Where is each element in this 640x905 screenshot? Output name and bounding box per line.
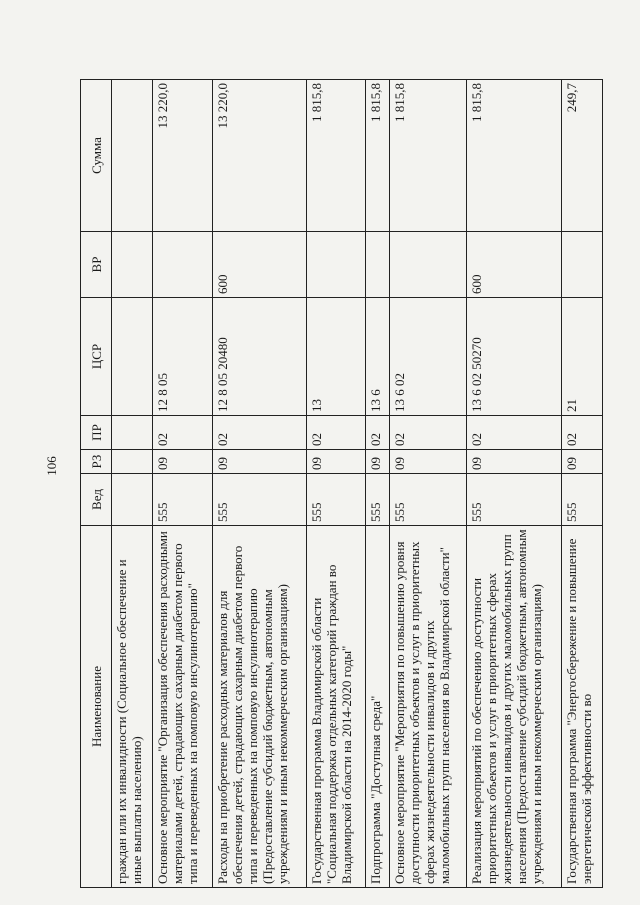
header-name: Наименование <box>81 526 112 888</box>
cell-csr: 21 <box>561 298 602 416</box>
cell-name: Государственная программа Владимирской области "Социальная поддержка отдельных категорий граждан во Владимирской области на 2014-2020 годы" <box>307 526 366 888</box>
cell-vr <box>112 232 153 298</box>
cell-name: Государственная программа "Энергосбережение и повышение энергетической эффективности во <box>561 526 602 888</box>
table-row <box>307 80 366 888</box>
cell-ved: 555 <box>390 474 467 526</box>
cell-ved: 555 <box>466 474 561 526</box>
table-row <box>466 80 561 888</box>
cell-ved: 555 <box>307 474 366 526</box>
cell-name: Основное мероприятие "Мероприятия по повышению уровня доступности приоритетных объектов и услуг в приоритетных сферах жизнедеятельности инвалидов и других маломобильных групп населения во Владимирской области" <box>390 526 467 888</box>
cell-name: Подпрограмма "Доступная среда" <box>366 526 390 888</box>
cell-rz: 09 <box>390 450 467 474</box>
header-pr: ПР <box>81 416 112 450</box>
cell-ved <box>112 474 153 526</box>
cell-vr <box>366 232 390 298</box>
header-sum: Сумма <box>81 80 112 232</box>
cell-pr: 02 <box>466 416 561 450</box>
cell-sum <box>112 80 153 232</box>
cell-sum: 1 815,8 <box>390 80 467 232</box>
cell-sum: 13 220,0 <box>153 80 212 232</box>
cell-name: Расходы на приобретение расходных материалов для обеспечения детей, страдающих сахарным диабетом первого типа и переведенных на помповую инсулинотерапию (Предоставление субсидий бюджетным, автономным учреждениям и иным некоммерческим организациям) <box>212 526 307 888</box>
cell-csr: 12 8 05 20480 <box>212 298 307 416</box>
cell-vr: 600 <box>212 232 307 298</box>
cell-rz <box>112 450 153 474</box>
table-row <box>153 80 212 888</box>
cell-rz: 09 <box>466 450 561 474</box>
cell-sum: 1 815,8 <box>466 80 561 232</box>
table-row <box>561 80 602 888</box>
cell-vr: 600 <box>466 232 561 298</box>
cell-pr: 02 <box>366 416 390 450</box>
cell-sum: 1 815,8 <box>366 80 390 232</box>
cell-pr: 02 <box>212 416 307 450</box>
cell-name: граждан или их инвалидности (Социальное обеспечение и иные выплаты населению) <box>112 526 153 888</box>
cell-sum: 13 220,0 <box>212 80 307 232</box>
header-rz: РЗ <box>81 450 112 474</box>
cell-rz: 09 <box>366 450 390 474</box>
cell-rz: 09 <box>307 450 366 474</box>
cell-pr <box>112 416 153 450</box>
cell-ved: 555 <box>212 474 307 526</box>
cell-ved: 555 <box>153 474 212 526</box>
cell-rz: 09 <box>212 450 307 474</box>
table-row <box>366 80 390 888</box>
cell-vr <box>390 232 467 298</box>
table-row <box>212 80 307 888</box>
cell-pr: 02 <box>390 416 467 450</box>
table-row <box>112 80 153 888</box>
cell-vr <box>561 232 602 298</box>
cell-pr: 02 <box>307 416 366 450</box>
header-csr: ЦСР <box>81 298 112 416</box>
cell-csr: 13 6 <box>366 298 390 416</box>
table-header-row <box>81 80 112 888</box>
cell-name: Реализация мероприятий по обеспечению доступности приоритетных объектов и услуг в приоритетных сферах жизнедеятельности инвалидов и других маломобильных групп населения (Предоставление субсидий бюджетным, автономным учреждениям и иным некоммерческим организациям) <box>466 526 561 888</box>
cell-ved: 555 <box>561 474 602 526</box>
cell-pr: 02 <box>153 416 212 450</box>
cell-vr <box>307 232 366 298</box>
cell-csr <box>112 298 153 416</box>
cell-name: Основное мероприятие "Организация обеспечения расходными материалами детей, страдающих сахарным диабетом первого типа и переведенных на помповую инсулинотерапию" <box>153 526 212 888</box>
page-number: 106 <box>43 456 59 476</box>
header-vr: ВР <box>81 232 112 298</box>
header-ved: Вед <box>81 474 112 526</box>
cell-ved: 555 <box>366 474 390 526</box>
cell-vr <box>153 232 212 298</box>
cell-rz: 09 <box>561 450 602 474</box>
cell-csr: 13 <box>307 298 366 416</box>
cell-csr: 12 8 05 <box>153 298 212 416</box>
cell-sum: 249,7 <box>561 80 602 232</box>
budget-table <box>80 79 603 888</box>
cell-csr: 13 6 02 50270 <box>466 298 561 416</box>
cell-csr: 13 6 02 <box>390 298 467 416</box>
table-row <box>390 80 467 888</box>
cell-rz: 09 <box>153 450 212 474</box>
budget-table-rotated <box>80 80 603 888</box>
cell-pr: 02 <box>561 416 602 450</box>
cell-sum: 1 815,8 <box>307 80 366 232</box>
